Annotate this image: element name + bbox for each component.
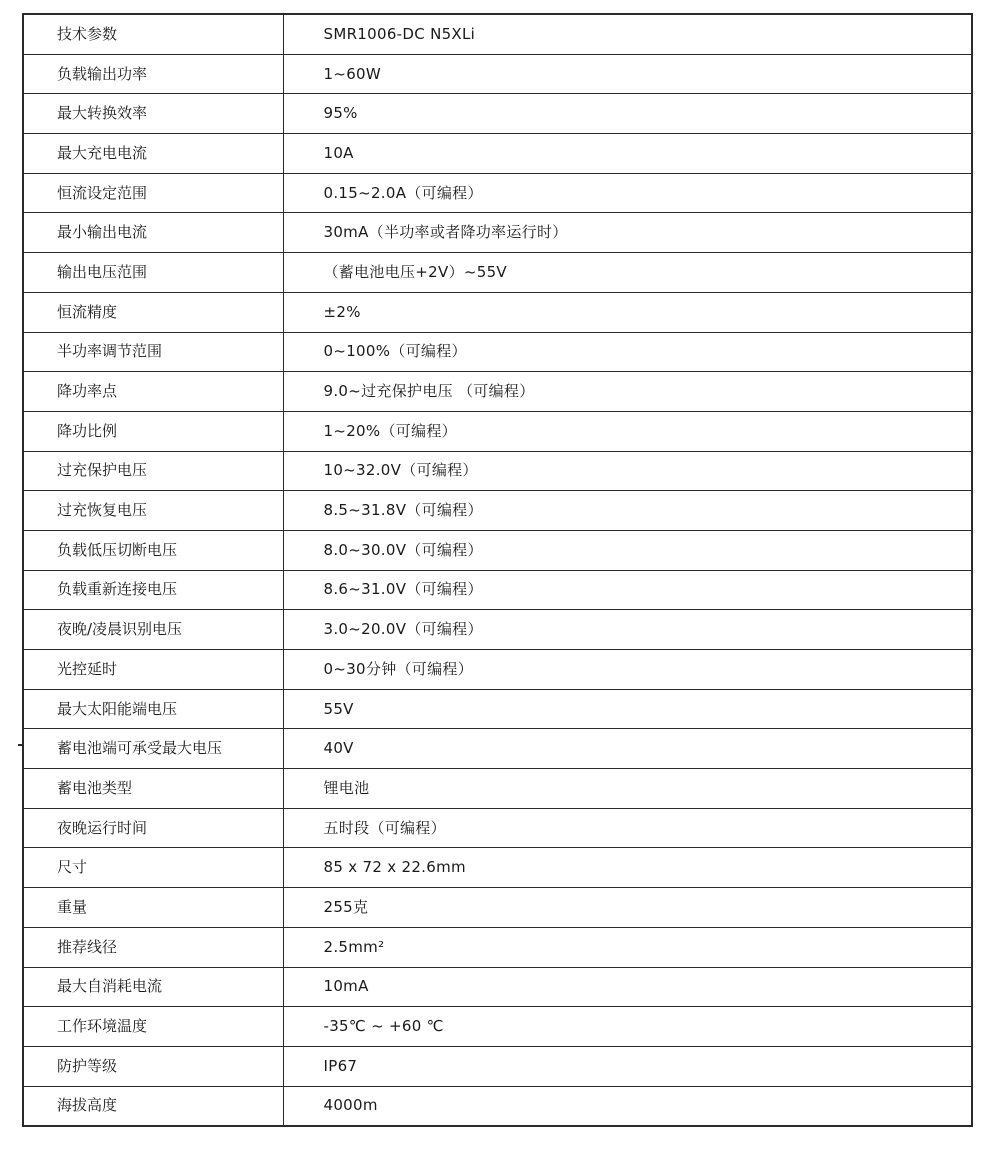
table-row: [23, 570, 972, 610]
spec-label: 蓄电池端可承受最大电压: [23, 729, 283, 769]
table-row: [23, 372, 972, 412]
table-row: [23, 610, 972, 650]
spec-label: 技术参数: [23, 14, 283, 54]
spec-value: -35℃ ~ +60 ℃: [283, 1007, 972, 1047]
spec-table-body: [23, 14, 972, 1126]
spec-value: 255克: [283, 888, 972, 928]
table-row: [23, 808, 972, 848]
spec-value: IP67: [283, 1046, 972, 1086]
spec-label: 负载输出功率: [23, 54, 283, 94]
table-row: [23, 134, 972, 174]
table-row: [23, 451, 972, 491]
spec-value: 40V: [283, 729, 972, 769]
spec-value: SMR1006-DC N5XLi: [283, 14, 972, 54]
spec-value: 3.0~20.0V（可编程）: [283, 610, 972, 650]
table-row: [23, 1046, 972, 1086]
spec-label: 过充恢复电压: [23, 491, 283, 531]
table-row: [23, 650, 972, 690]
spec-label: 夜晚/凌晨识别电压: [23, 610, 283, 650]
spec-table: [22, 13, 973, 1127]
divider-mark: [18, 744, 23, 746]
spec-value: 1~60W: [283, 54, 972, 94]
spec-value: 8.6~31.0V（可编程）: [283, 570, 972, 610]
table-row: [23, 769, 972, 809]
table-row: [23, 173, 972, 213]
spec-value: 0.15~2.0A（可编程）: [283, 173, 972, 213]
spec-label: 重量: [23, 888, 283, 928]
spec-value: 10A: [283, 134, 972, 174]
spec-value: 10mA: [283, 967, 972, 1007]
spec-label: 降功率点: [23, 372, 283, 412]
spec-label: 最大充电电流: [23, 134, 283, 174]
spec-label: 负载低压切断电压: [23, 530, 283, 570]
spec-label: 恒流设定范围: [23, 173, 283, 213]
table-row: [23, 967, 972, 1007]
table-row: [23, 332, 972, 372]
spec-value: ±2%: [283, 292, 972, 332]
spec-value: 30mA（半功率或者降功率运行时）: [283, 213, 972, 253]
spec-value: （蓄电池电压+2V）~55V: [283, 253, 972, 293]
spec-value: 10~32.0V（可编程）: [283, 451, 972, 491]
spec-value: 85 x 72 x 22.6mm: [283, 848, 972, 888]
spec-label: 最大太阳能端电压: [23, 689, 283, 729]
spec-label: 光控延时: [23, 650, 283, 690]
spec-value: 95%: [283, 94, 972, 134]
spec-label: 最大自消耗电流: [23, 967, 283, 1007]
spec-label: 输出电压范围: [23, 253, 283, 293]
table-row: [23, 888, 972, 928]
spec-value: 8.0~30.0V（可编程）: [283, 530, 972, 570]
table-row: [23, 491, 972, 531]
spec-value: 4000m: [323, 1096, 378, 1115]
table-row: [23, 14, 972, 54]
table-row: [23, 530, 972, 570]
table-row: [23, 253, 972, 293]
spec-label: 推荐线径: [23, 927, 283, 967]
spec-label: 最大转换效率: [23, 94, 283, 134]
spec-value: 55V: [283, 689, 972, 729]
spec-value: 9.0~过充保护电压 （可编程）: [283, 372, 972, 412]
spec-label: 工作环境温度: [23, 1007, 283, 1047]
spec-label: 夜晚运行时间: [23, 808, 283, 848]
spec-label: 最小输出电流: [23, 213, 283, 253]
spec-value: 0~30分钟（可编程）: [283, 650, 972, 690]
spec-label: 过充保护电压: [23, 451, 283, 491]
table-row: [23, 927, 972, 967]
table-row: [23, 729, 972, 769]
table-row: [23, 411, 972, 451]
spec-label: 尺寸: [23, 848, 283, 888]
table-row: [23, 94, 972, 134]
table-row: [23, 1007, 972, 1047]
spec-value: 2.5mm²: [283, 927, 972, 967]
spec-value: 锂电池: [283, 769, 972, 809]
spec-value: 1~20%（可编程）: [283, 411, 972, 451]
table-row: [23, 689, 972, 729]
table-row: [23, 292, 972, 332]
table-row: [23, 213, 972, 253]
spec-label: 降功比例: [23, 411, 283, 451]
spec-label: 蓄电池类型: [23, 769, 283, 809]
table-row: [23, 54, 972, 94]
spec-label: 海拔高度: [23, 1086, 283, 1126]
spec-label: 防护等级: [23, 1046, 283, 1086]
table-row: [23, 848, 972, 888]
spec-value: 0~100%（可编程）: [283, 332, 972, 372]
spec-label: 恒流精度: [23, 292, 283, 332]
spec-label: 负载重新连接电压: [23, 570, 283, 610]
spec-label: 半功率调节范围: [23, 332, 283, 372]
spec-value: 五时段（可编程）: [283, 808, 972, 848]
spec-value: 8.5~31.8V（可编程）: [283, 491, 972, 531]
table-row: [23, 1086, 972, 1126]
